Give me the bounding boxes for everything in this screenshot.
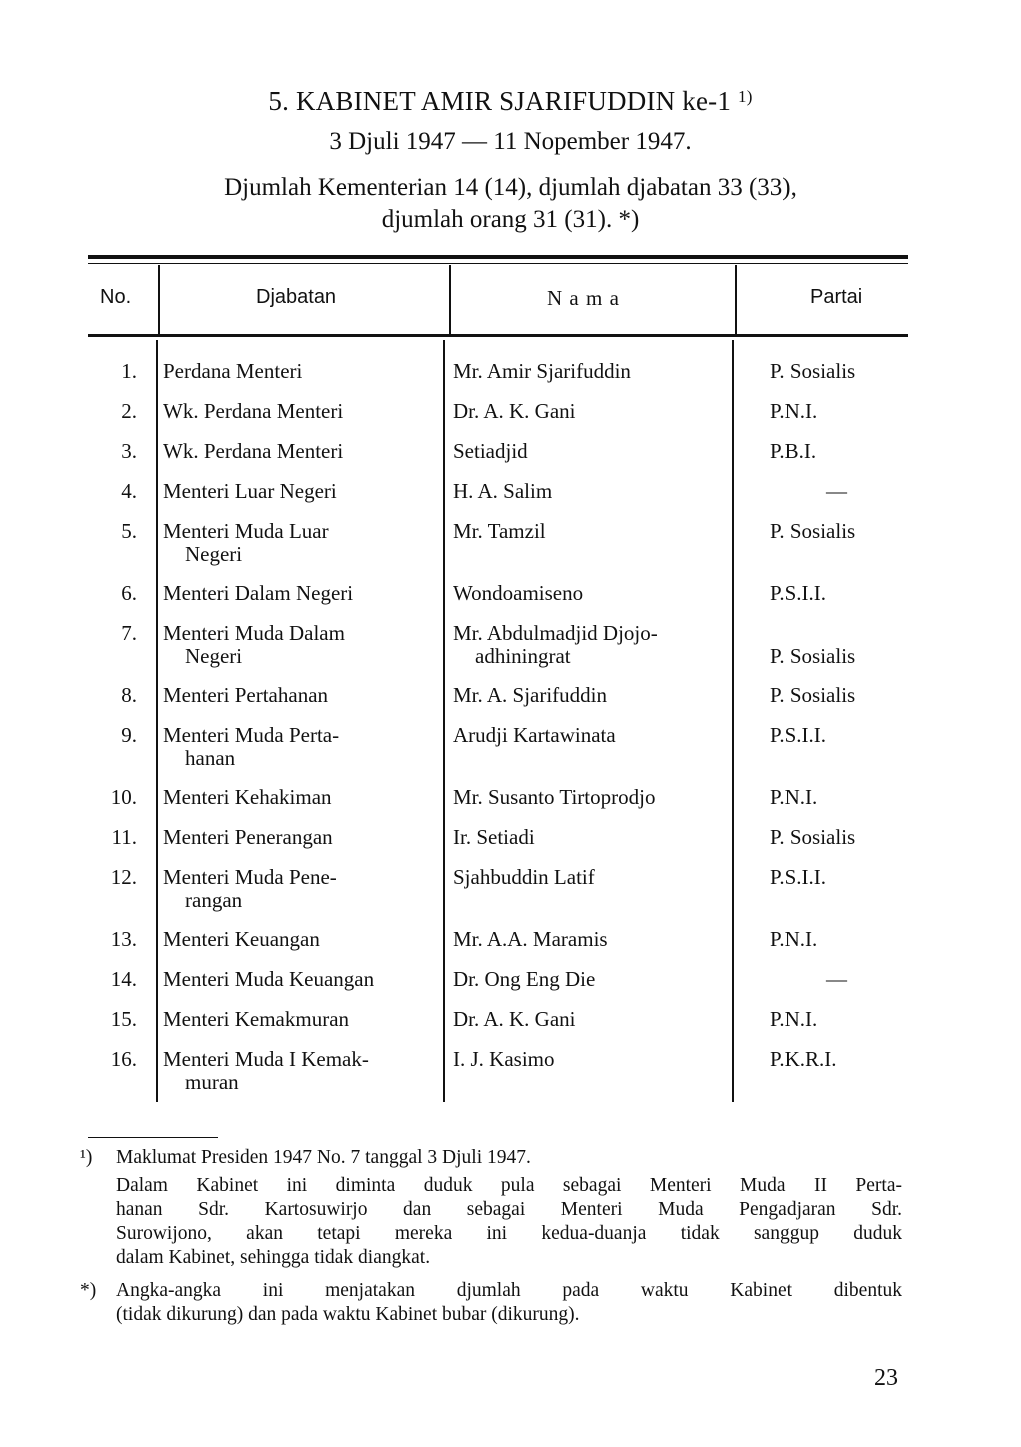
nama-line: Arudji Kartawinata [453,723,616,747]
page-number: 23 [874,1365,898,1391]
row-partai: P.S.I.I. [770,723,827,747]
row-djabatan [163,724,438,770]
title-footnote-mark: 1) [738,87,753,106]
footnote-1-mark: ¹) [80,1147,93,1168]
nama-line: Dr. A. K. Gani [453,1007,576,1031]
row-nama [453,968,728,991]
row-partai: P. Sosialis [770,644,856,668]
nama-line: Mr. A.A. Maramis [453,927,608,951]
row-nama [453,360,728,383]
table-body-divider-1 [156,340,158,1102]
djabatan-continuation: hanan [185,746,236,770]
row-number: 12. [110,865,137,889]
row-djabatan [163,684,438,707]
table-body-divider-3 [732,340,734,1102]
row-partai: P. Sosialis [770,519,856,543]
row-djabatan [163,1048,438,1094]
row-number: 4. [121,479,137,503]
table-header-divider-2 [449,265,451,334]
djabatan-line: Menteri Muda Keuangan [163,967,375,991]
footnote-1-line: Maklumat Presiden 1947 No. 7 tanggal 3 Djuli 1947. [116,1147,531,1168]
row-partai: — [826,967,847,991]
row-nama [453,400,728,423]
nama-line: Dr. Ong Eng Die [453,967,596,991]
nama-line: Setiadjid [453,439,528,463]
djabatan-continuation: Negeri [185,644,243,668]
djabatan-line: Menteri Muda Pene- [163,865,337,889]
summary-line-2: djumlah orang 31 (31). *) [381,206,640,233]
row-partai: P.N.I. [770,785,818,809]
nama-line: Dr. A. K. Gani [453,399,576,423]
footnote-1-para-line-4: dalam Kabinet, sehingga tidak diangkat. [116,1247,431,1268]
row-nama [453,866,728,889]
table-body-divider-2 [443,340,445,1102]
cabinet-title-text: 5. KABINET AMIR SJARIFUDDIN ke-1 [268,86,732,116]
row-number: 7. [121,621,137,645]
row-djabatan [163,440,438,463]
row-number: 11. [111,825,137,849]
row-number: 2. [121,399,137,423]
row-partai: P.K.R.I. [770,1047,837,1071]
nama-line: Mr. Amir Sjarifuddin [453,359,631,383]
column-header-nama: N a m a [547,286,620,310]
row-djabatan [163,400,438,423]
nama-line: Wondoamiseno [453,581,584,605]
cabinet-title [0,86,1021,117]
row-nama [453,1048,728,1071]
summary-line-1: Djumlah Kementerian 14 (14), djumlah djabatan 33 (33), [224,174,797,201]
djabatan-line: Menteri Muda I Kemak- [163,1047,369,1071]
row-nama [453,440,728,463]
row-djabatan [163,928,438,951]
djabatan-line: Menteri Kemakmuran [163,1007,350,1031]
footnote-2-line-1: Angka-angka ini menjatakan djumlah pada waktu Kabinet dibentuk [116,1280,902,1301]
row-number: 16. [110,1047,137,1071]
row-partai: P.S.I.I. [770,865,827,889]
row-partai: P. Sosialis [770,359,856,383]
djabatan-line: Menteri Muda Dalam [163,621,345,645]
table-header-divider-3 [735,265,737,334]
row-number: 8. [121,683,137,707]
row-nama [453,826,728,849]
row-nama [453,520,728,543]
djabatan-line: Wk. Perdana Menteri [163,399,344,423]
nama-line: Mr. Susanto Tirtoprodjo [453,785,656,809]
row-number: 5. [121,519,137,543]
djabatan-line: Menteri Luar Negeri [163,479,337,503]
footnote-1-para-line-1: Dalam Kabinet ini diminta duduk pula sebagai Menteri Muda II Perta- [116,1175,902,1196]
footnote-1 [80,1146,902,1270]
row-djabatan [163,786,438,809]
row-partai: P.S.I.I. [770,581,827,605]
row-nama [453,480,728,503]
column-header-djabatan: Djabatan [256,286,337,308]
cabinet-summary [0,172,1021,236]
nama-line: Mr. Tamzil [453,519,546,543]
row-djabatan [163,360,438,383]
row-djabatan [163,866,438,912]
row-number: 13. [110,927,137,951]
row-number: 15. [110,1007,137,1031]
row-partai: P.N.I. [770,927,818,951]
row-number: 6. [121,581,137,605]
row-nama [453,928,728,951]
row-djabatan [163,1008,438,1031]
djabatan-line: Menteri Muda Luar [163,519,329,543]
footnote-separator [88,1137,218,1138]
djabatan-line: Menteri Keuangan [163,927,320,951]
row-number: 14. [110,967,137,991]
row-djabatan [163,520,438,566]
footnote-1-para-line-3: Surowijono, akan tetapi mereka ini kedua-duanja tidak sanggup duduk [116,1223,902,1244]
nama-continuation: adhiningrat [475,644,571,668]
footnote-1-paragraph [116,1174,902,1270]
row-nama [453,1008,728,1031]
djabatan-line: Menteri Pertahanan [163,683,329,707]
row-number: 1. [121,359,137,383]
row-nama [453,724,728,747]
djabatan-line: Menteri Muda Perta- [163,723,340,747]
table-top-rule-thin [88,263,908,264]
row-partai: P. Sosialis [770,825,856,849]
nama-line: Mr. Abdulmadjid Djojo- [453,621,658,645]
row-partai: P.B.I. [770,439,817,463]
djabatan-line: Menteri Dalam Negeri [163,581,354,605]
row-djabatan [163,968,438,991]
row-djabatan [163,582,438,605]
cabinet-dates: 3 Djuli 1947 — 11 Nopember 1947. [329,128,692,155]
row-djabatan [163,826,438,849]
column-header-no: No. [100,286,132,308]
nama-line: H. A. Salim [453,479,553,503]
djabatan-continuation: Negeri [185,542,243,566]
djabatan-continuation: muran [185,1070,239,1094]
table-header-bottom-rule [88,334,908,337]
row-nama [453,786,728,809]
nama-line: I. J. Kasimo [453,1047,555,1071]
row-nama [453,622,728,668]
row-partai: — [826,479,847,503]
djabatan-continuation: rangan [185,888,243,912]
footnote-2-line-2: (tidak dikurung) dan pada waktu Kabinet bubar (dikurung). [116,1304,580,1325]
table-header-divider-1 [158,265,160,334]
row-partai: P.N.I. [770,399,818,423]
row-number: 3. [121,439,137,463]
footnote-2 [80,1279,902,1327]
djabatan-line: Menteri Penerangan [163,825,333,849]
row-number: 10. [110,785,137,809]
djabatan-line: Wk. Perdana Menteri [163,439,344,463]
nama-line: Ir. Setiadi [453,825,535,849]
row-nama [453,684,728,707]
row-djabatan [163,622,438,668]
djabatan-line: Perdana Menteri [163,359,303,383]
row-djabatan [163,480,438,503]
column-header-partai: Partai [810,286,863,308]
row-partai: P. Sosialis [770,683,856,707]
table-top-rule-thick [88,255,908,259]
djabatan-line: Menteri Kehakiman [163,785,332,809]
nama-line: Sjahbuddin Latif [453,865,595,889]
row-partai: P.N.I. [770,1007,818,1031]
footnote-1-para-line-2: hanan Sdr. Kartosuwirjo dan sebagai Menteri Muda Pengadjaran Sdr. [116,1199,902,1220]
nama-line: Mr. A. Sjarifuddin [453,683,608,707]
footnote-2-mark: *) [80,1280,97,1301]
row-number: 9. [121,723,137,747]
row-nama [453,582,728,605]
